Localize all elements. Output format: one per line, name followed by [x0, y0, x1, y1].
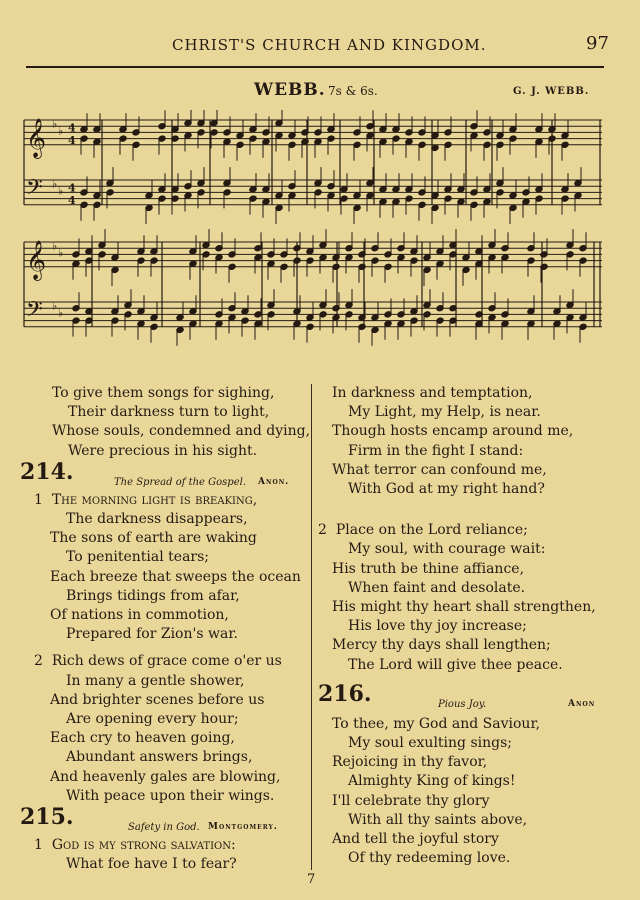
verse-first-line: Place on the Lord reliance;	[335, 522, 528, 539]
verse-line: And tell the joyful story	[332, 831, 499, 848]
verse-line: What foe have I to fear?	[66, 856, 237, 873]
svg-text:𝄢: 𝄢	[26, 175, 43, 206]
verse-line: Each cry to heaven going,	[50, 730, 235, 747]
column-divider	[311, 384, 312, 870]
verse-number: 1	[34, 837, 43, 854]
tune-name: WEBB.	[254, 80, 326, 100]
verse-line: Of thy redeeming love.	[348, 850, 511, 867]
verse-line: Almighty King of kings!	[348, 773, 516, 790]
verse-line	[34, 491, 310, 510]
verse-line: My soul exulting sings;	[348, 735, 513, 752]
verse-line: Their darkness turn to light,	[68, 404, 270, 421]
verse-line: With God at my right hand?	[348, 481, 545, 498]
svg-text:♭: ♭	[58, 246, 64, 260]
verse-line: In darkness and temptation,	[332, 385, 533, 401]
verse-line: Rejoicing in thy favor,	[332, 754, 488, 771]
hymn-number: 214.	[20, 458, 74, 485]
page-number: 97	[586, 33, 609, 54]
svg-text:𝄢: 𝄢	[26, 297, 43, 328]
verse-line	[318, 521, 618, 540]
tune-composer: G. J. WEBB.	[513, 86, 590, 97]
header-rule	[26, 66, 604, 68]
verse-line: When faint and desolate.	[348, 579, 526, 596]
hymn-author: Anon	[568, 698, 596, 709]
svg-text:4: 4	[68, 181, 76, 195]
hymn-216-heading	[318, 681, 618, 715]
verse-line: With peace upon their wings.	[66, 787, 275, 804]
verse-line	[34, 652, 310, 671]
verse-line: Abundant answers brings,	[66, 749, 253, 766]
verse-line: Mercy thy days shall lengthen;	[332, 637, 551, 654]
music-score	[22, 110, 608, 358]
verse-line: The Lord will give thee peace.	[348, 656, 563, 673]
verse-line: His truth be thine affiance,	[332, 560, 525, 577]
svg-text:♭: ♭	[58, 306, 64, 320]
verse-line: Were precious in his sight.	[68, 442, 258, 459]
verse-line: Though hosts encamp around me,	[332, 423, 574, 440]
svg-text:𝄞: 𝄞	[26, 117, 47, 158]
tune-meter: 7s & 6s.	[328, 84, 378, 98]
svg-text:𝄞: 𝄞	[26, 239, 47, 280]
svg-text:4: 4	[68, 133, 76, 147]
verse-line: In many a gentle shower,	[66, 672, 245, 689]
verse-line: To thee, my God and Saviour,	[332, 715, 541, 732]
verse-line: To give them songs for sighing,	[52, 385, 275, 401]
verse-first-line: God is my strong salvation:	[51, 837, 236, 854]
verse-line: What terror can confound me,	[332, 461, 547, 478]
verse-number: 2	[318, 522, 327, 539]
hymn-author: Montgomery.	[208, 822, 278, 833]
verse-line: With all thy saints above,	[348, 811, 528, 828]
verse-line: The sons of earth are waking	[50, 530, 257, 547]
svg-text:♭: ♭	[58, 124, 64, 138]
verse-line: To penitential tears;	[66, 549, 210, 566]
verse-first-line: The morning light is breaking,	[51, 491, 258, 508]
verse-line: The darkness disappears,	[66, 511, 248, 528]
verse-line: Whose souls, condemned and dying,	[52, 423, 311, 440]
verse-line: His might thy heart shall strengthen,	[332, 599, 596, 616]
hymn-214-heading	[20, 458, 310, 491]
svg-text:♭: ♭	[52, 177, 58, 191]
hymn-number: 216.	[318, 680, 372, 707]
svg-text:4: 4	[68, 121, 76, 135]
left-column	[20, 384, 311, 874]
hymn-title: Safety in God.	[128, 822, 200, 834]
verse-first-line: Rich dews of grace come o'er us	[51, 653, 282, 670]
verse-line: And heavenly gales are blowing,	[50, 768, 281, 785]
verse-line: Prepared for Zion's war.	[66, 626, 238, 643]
hymn-215-heading	[20, 806, 310, 836]
verse-line: Of nations in commotion,	[50, 607, 229, 624]
verse-line: Firm in the fight I stand:	[348, 442, 524, 459]
hymn-title: The Spread of the Gospel.	[114, 476, 246, 488]
svg-text:4: 4	[68, 193, 76, 207]
svg-text:♭: ♭	[52, 299, 58, 313]
verse-line: Brings tidings from afar,	[66, 587, 240, 604]
verse-line: Are opening every hour;	[66, 711, 239, 728]
hymn-number: 215.	[20, 804, 74, 831]
running-header: CHRIST'S CHURCH AND KINGDOM.	[172, 36, 487, 54]
verse-line: And brighter scenes before us	[50, 691, 265, 708]
verse-number: 2	[34, 653, 43, 670]
verse-line: My soul, with courage wait:	[348, 541, 546, 558]
verse-line: My Light, my Help, is near.	[348, 404, 541, 421]
svg-text:♭: ♭	[52, 117, 58, 131]
verse-number: 1	[34, 491, 43, 508]
verse-line: His love thy joy increase;	[348, 618, 527, 635]
verse-line	[34, 836, 310, 855]
verse-line: Each breeze that sweeps the ocean	[50, 568, 301, 585]
signature-mark: 7	[307, 872, 316, 887]
svg-text:♭: ♭	[52, 239, 58, 253]
verse-line: I'll celebrate thy glory	[332, 792, 490, 809]
hymn-author: Anon.	[258, 476, 290, 487]
hymn-title: Pious Joy.	[438, 698, 487, 710]
right-column	[318, 384, 618, 868]
svg-text:♭: ♭	[58, 184, 64, 198]
